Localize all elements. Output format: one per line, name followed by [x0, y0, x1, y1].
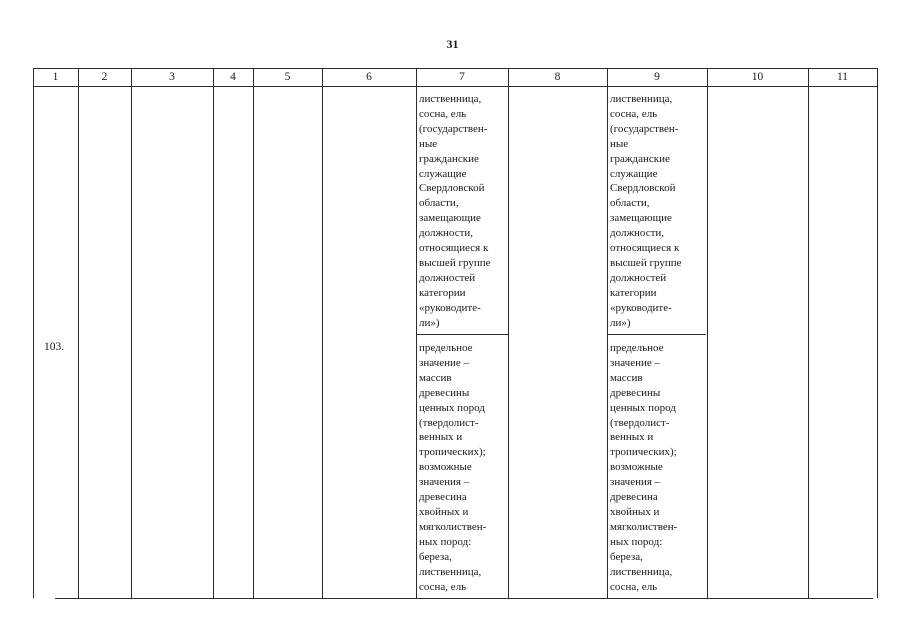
column-border-4 — [253, 68, 254, 598]
column-border-11 — [877, 68, 878, 598]
column-border-3 — [213, 68, 214, 598]
column-border-0 — [33, 68, 34, 598]
column-header-5: 5 — [284, 71, 291, 83]
column-border-9 — [707, 68, 708, 598]
column-border-2 — [131, 68, 132, 598]
column-header-4: 4 — [230, 71, 236, 83]
column-border-5 — [322, 68, 323, 598]
column-border-8 — [607, 68, 608, 598]
page-number: 31 — [446, 37, 459, 51]
header-bottom-border — [33, 86, 877, 87]
column-header-8: 8 — [554, 71, 561, 83]
column-header-6: 6 — [366, 71, 372, 83]
table-top-border — [33, 68, 877, 69]
column-border-7 — [508, 68, 509, 598]
row1-col9-text: лиственница, сосна, ель (государствен- ные гражданские служащие Свердловской области, замещающие должности, относящиеся к высшей группе должностей категории «руководите- ли») — [610, 93, 682, 329]
table-bottom-border — [55, 598, 873, 599]
column-header-1: 1 — [52, 71, 59, 83]
column-border-10 — [808, 68, 809, 598]
row-divider-col9 — [607, 334, 706, 335]
row1-col7-text: лиственница, сосна, ель (государствен- ные гражданские служащие Свердловской области, замещающие должности, относящиеся к высшей группе должностей категории «руководите- ли») — [419, 93, 491, 329]
row-divider-col7 — [416, 334, 508, 335]
row-number-103: 103. — [44, 341, 65, 353]
column-border-1 — [78, 68, 79, 598]
column-header-7: 7 — [459, 71, 465, 83]
column-header-3: 3 — [169, 71, 175, 83]
column-header-9: 9 — [654, 71, 660, 83]
column-border-6 — [416, 68, 417, 598]
column-header-11: 11 — [836, 71, 849, 83]
row2-col7-text: предельное значение – массив древесины ценных пород (твердолист- венных и тропических); возможные значения – древесина хвойных и мягколиствен- ных пород: береза, лиственница, сосна, ель — [419, 342, 487, 593]
column-header-2: 2 — [101, 71, 108, 83]
row2-col9-text: предельное значение – массив древесины ценных пород (твердолист- венных и тропических); возможные значения – древесина хвойных и мягколиствен- ных пород: береза, лиственница, сосна, ель — [610, 342, 678, 593]
column-header-10: 10 — [751, 71, 764, 83]
